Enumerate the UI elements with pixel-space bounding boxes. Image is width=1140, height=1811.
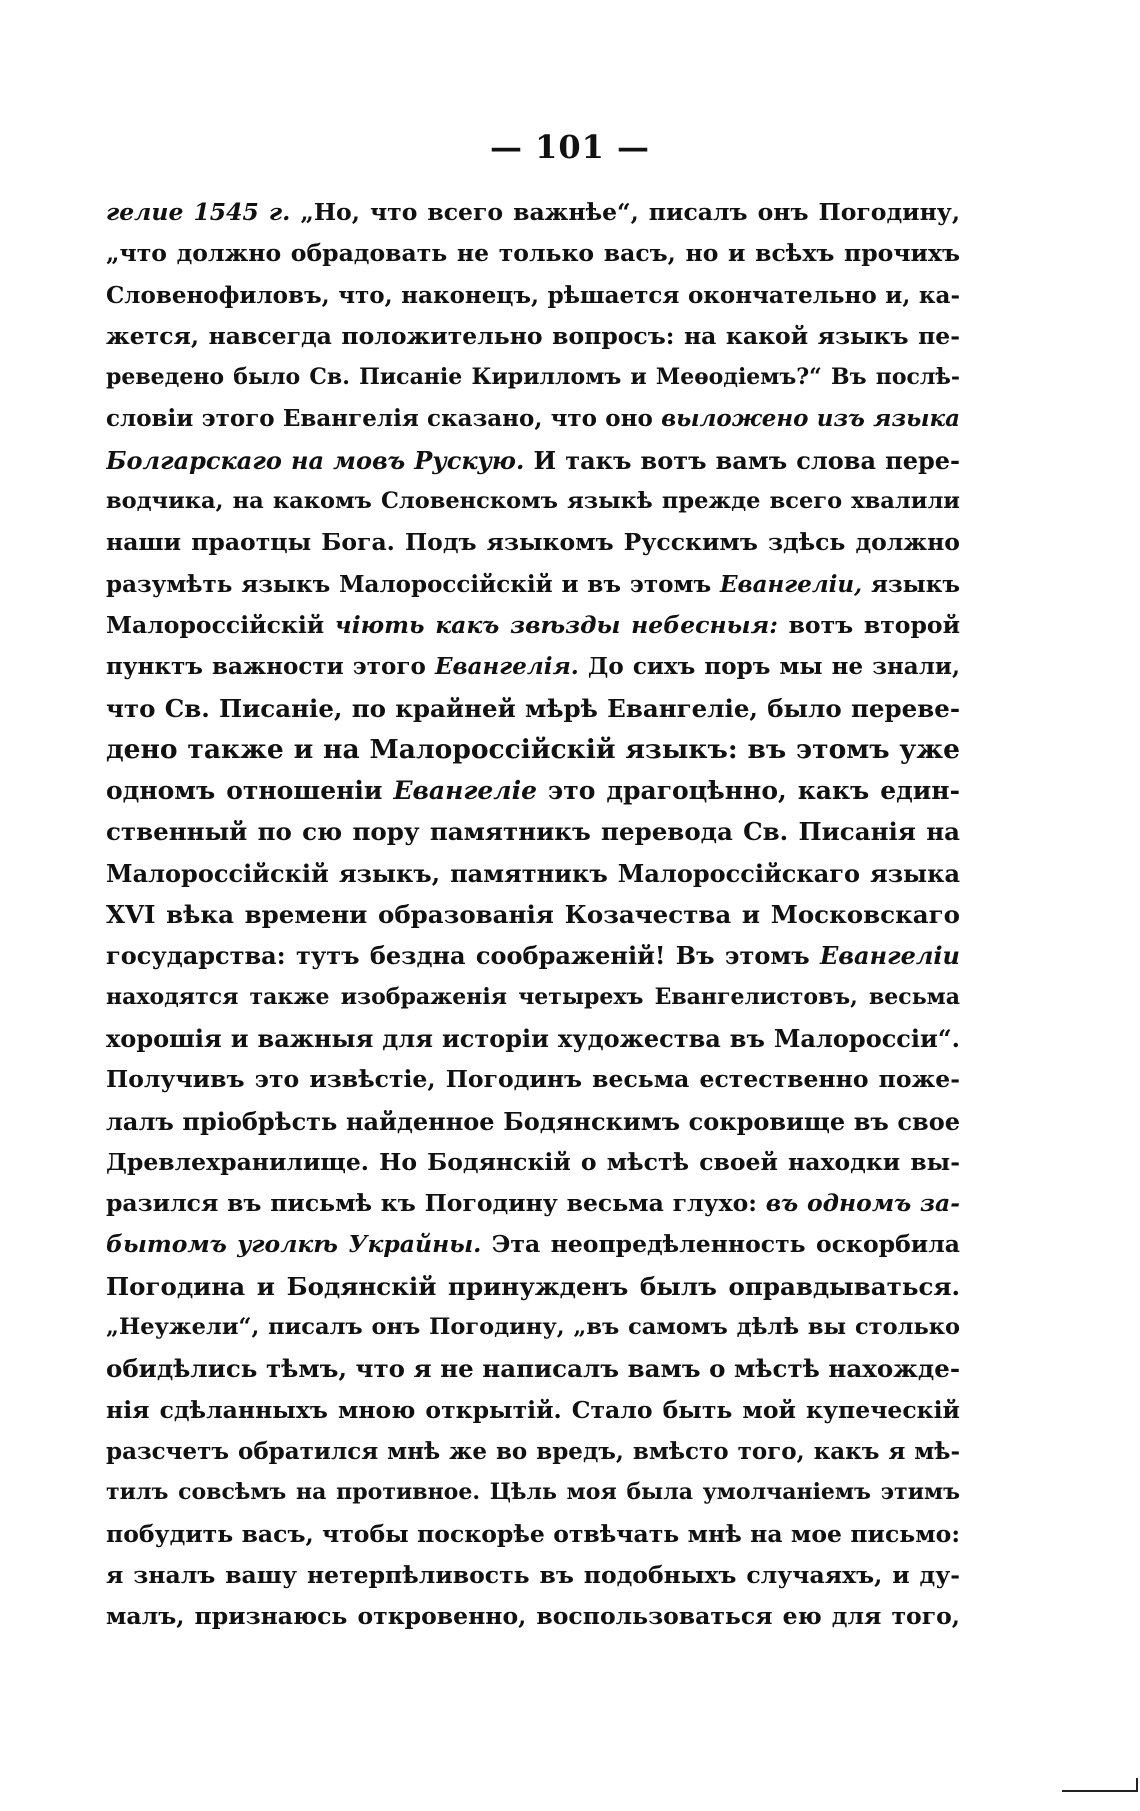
text-line [106,646,960,687]
text-line [106,688,960,729]
text-segment: это драгоцѣнно, какъ един- [537,776,960,806]
text-segment: я зналъ вашу нетерпѣливость въ подобныхъ случаяхъ, и ду- [106,1560,960,1589]
italic-text: Евангеліи [819,941,960,971]
text-segment: побудить васъ, чтобы поскорѣе отвѣчать мнѣ на мое письмо: [106,1519,960,1548]
text-segment: одномъ отношеніи [106,776,394,806]
text-segment: Получивъ это извѣстіе, Погодинъ весьма естественно поже- [106,1065,960,1094]
text-line [106,729,960,770]
text-line [106,233,960,274]
text-line [106,1018,960,1059]
corner-rule-tick [1136,1778,1138,1792]
text-line [106,1555,960,1596]
text-line [106,853,960,894]
text-segment: малъ, признаюсь откровенно, воспользоваться ею для того, [106,1602,960,1631]
italic-text: гелие 1545 г. [106,198,291,226]
corner-rule [1062,1790,1138,1792]
text-line [106,770,960,811]
text-segment: тилъ совсѣмъ на противное. Цѣль моя была умолчаніемъ этимъ [106,1479,960,1506]
text-line [106,275,960,316]
text-line [106,1390,960,1431]
text-line [106,440,960,481]
text-line [106,1101,960,1142]
text-segment: реведено было Св. Писаніе Кирилломъ и Меѳодіемъ?“ Въ послѣ- [106,364,960,391]
italic-text: Евангелія. [435,653,579,681]
text-line [106,1596,960,1637]
text-segment: пунктъ важности этого [106,653,435,681]
italic-text: Евангеліе [393,776,538,806]
italic-text: Евангеліи, [719,570,863,598]
text-segment: нія сдѣланныхъ мною открытій. Стало быть мой купеческій [106,1395,960,1424]
text-line [106,1514,960,1555]
text-segment: вотъ второй [777,610,960,639]
text-segment: Малороссійскій языкъ, памятникъ Малороссійскаго языка [106,858,960,888]
text-segment: обидѣлись тѣмъ, что я не написалъ вамъ о мѣстѣ нахожде- [106,1354,960,1384]
text-line [106,811,960,852]
text-line [106,398,960,439]
text-segment: „что должно обрадовать не только васъ, но и всѣхъ прочихъ [106,239,960,268]
text-segment: Погодина и Бодянскій принужденъ былъ оправдываться. [106,1271,960,1301]
italic-text: бытомъ уголкѣ Украйны. [106,1230,482,1259]
text-segment: хорошія и важныя для исторіи художества въ Малороссіи“. [106,1023,960,1053]
text-line [106,977,960,1018]
text-segment: что Св. Писаніе, по крайней мѣрѣ Евангеліе, было переве- [106,693,960,723]
text-line [106,192,960,233]
italic-text: выложено изъ языка [661,405,960,433]
text-segment: разумѣть языкъ Малороссійскій и въ этомъ [106,570,720,598]
text-segment: XVI вѣка времени образованія Козачества и Московскаго [106,900,960,930]
text-line [106,316,960,357]
text-line [106,1059,960,1100]
text-segment: разился въ письмѣ къ Погодину весьма глухо: [106,1189,766,1218]
text-segment: Словенофиловъ, что, наконецъ, рѣшается окончательно и, ка- [106,281,960,309]
text-line [106,1183,960,1224]
text-segment: дено также и на Малороссійскій языкъ: въ этомъ уже [106,733,960,765]
text-line [106,564,960,605]
text-segment: языкъ [862,570,960,598]
text-segment: словіи этого Евангелія сказано, что оно [106,405,662,433]
text-segment: находятся также изображенія четырехъ Евангелистовъ, весьма [106,983,960,1010]
text-line [106,1266,960,1307]
text-segment: наши праотцы Бога. Подъ языкомъ Русскимъ здѣсь должно [106,528,960,557]
text-segment: До сихъ поръ мы не знали, [578,653,960,681]
text-line [106,1431,960,1472]
text-line [106,1307,960,1348]
body-text [106,192,960,1637]
italic-text: въ одномъ за- [765,1189,960,1218]
text-segment: „Но, что всего важнѣе“, писалъ онъ Погодину, [290,198,960,226]
text-segment: разсчетъ обратился мнѣ же во вредъ, вмѣсто того, какъ я мѣ- [106,1437,960,1465]
text-segment: жется, навсегда положительно вопросъ: на какой языкъ пе- [106,321,960,350]
text-segment: Малороссійскій [106,610,335,639]
text-line [106,522,960,563]
text-line [106,935,960,976]
text-line [106,357,960,398]
text-line [106,1224,960,1265]
text-line [106,481,960,522]
text-segment: лалъ пріобрѣсть найденное Бодянскимъ сокровище въ свое [106,1106,960,1136]
text-line [106,1472,960,1513]
text-segment: Древлехранилище. Но Бодянскій о мѣстѣ своей находки вы- [106,1147,960,1176]
page-number: — 101 — [489,128,651,166]
text-segment: водчика, на какомъ Словенскомъ языкѣ прежде всего хвалили [106,488,960,515]
text-line [106,894,960,935]
italic-text: чіють какъ звѣзды небесныя: [334,610,778,639]
text-segment: Эта неопредѣленность оскорбила [481,1230,960,1259]
text-segment: „Неужели“, писалъ онъ Погодину, „въ самомъ дѣлѣ вы столько [106,1314,960,1341]
text-line [106,1142,960,1183]
italic-text: Болгарскаго на мовъ Рускую. [106,445,525,475]
text-line [106,1348,960,1389]
text-segment: И такъ вотъ вамъ слова пере- [524,445,960,475]
text-line [106,605,960,646]
text-segment: ственный по сю пору памятникъ перевода Св. Писанія на [106,817,960,847]
text-segment: государства: тутъ бездна соображеній! Въ этомъ [106,941,820,971]
